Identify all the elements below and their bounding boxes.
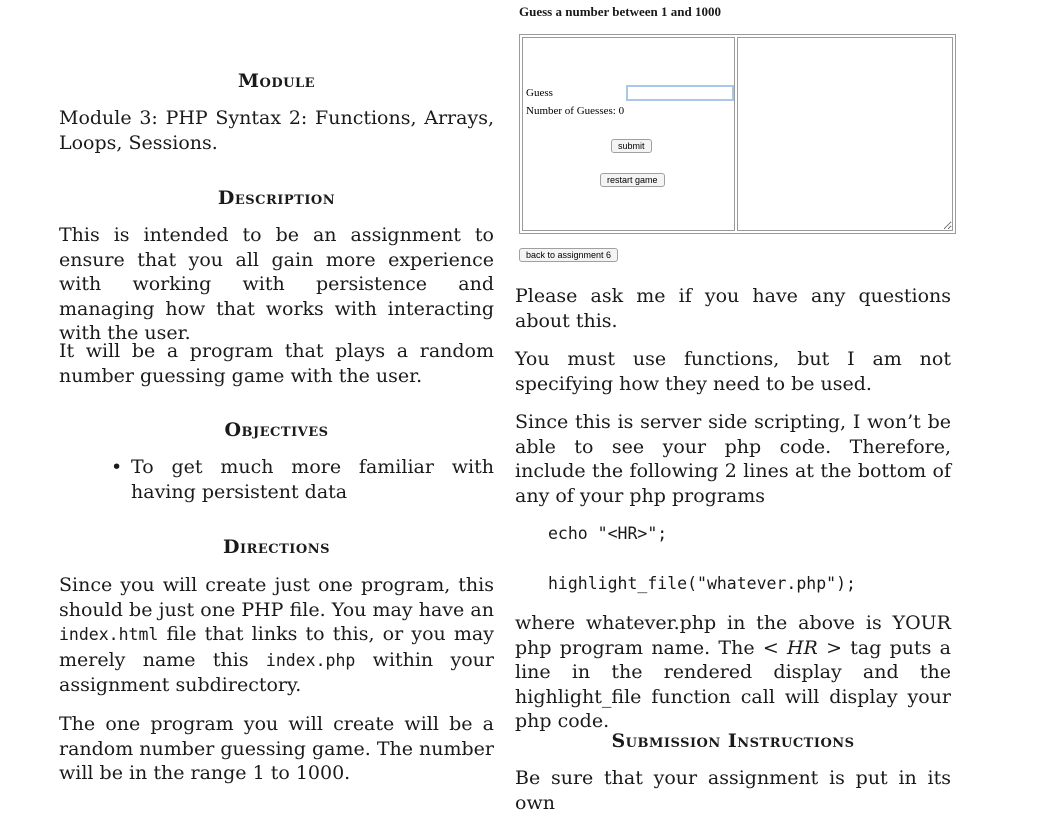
- submission-heading: Submission Instructions: [611, 730, 855, 752]
- where-text-part: tag puts a line in the rendered display and the highlight_file function call will display your php code.: [515, 636, 951, 733]
- objectives-list: [111, 455, 494, 504]
- objective-text: To get much more familiar with having persistent data: [131, 456, 494, 503]
- directions-heading: Directions: [223, 536, 330, 558]
- game-output-textarea[interactable]: [737, 37, 953, 231]
- inline-code: index.html: [59, 625, 159, 645]
- guess-input[interactable]: [626, 85, 734, 101]
- objectives-heading: Objectives: [224, 419, 329, 441]
- module-text: Module 3: PHP Syntax 2: Functions, Arrays, Loops, Sessions.: [59, 107, 494, 154]
- server-side-paragraph: Since this is server side scripting, I won’t be able to see your php code. Therefore, include the following 2 lines at the bottom of any of your php programs: [515, 411, 951, 507]
- directions-paragraph-2: The one program you will create will be a random number guessing game. The number will be in the range 1 to 1000.: [59, 713, 494, 785]
- list-item: [111, 455, 494, 504]
- bullet-icon: •: [111, 456, 123, 478]
- directions-text-part: Since you will create just one program, this should be just one PHP file. You may have an: [59, 574, 494, 621]
- hr-tag-math: < HR >: [762, 636, 843, 659]
- module-heading: Module: [237, 70, 315, 92]
- guess-label: Guess: [526, 87, 553, 99]
- back-to-assignment-button[interactable]: back to assignment 6: [519, 248, 618, 262]
- restart-game-button[interactable]: restart game: [600, 173, 665, 187]
- description-paragraph-2: It will be a program that plays a random number guessing game with the user.: [59, 340, 494, 387]
- functions-paragraph: You must use functions, but I am not specifying how they need to be used.: [515, 348, 951, 395]
- directions-text-part: within your assignment subdirectory.: [59, 648, 494, 697]
- inline-code: index.php: [265, 650, 356, 670]
- where-paragraph: [515, 611, 951, 734]
- directions-paragraph-1: [59, 573, 494, 698]
- code-line-2: highlight_file("whatever.php");: [548, 574, 856, 593]
- where-text-part: where whatever.php in the above is YOUR php program name. The: [515, 612, 951, 659]
- game-form-panel: [522, 37, 735, 231]
- number-of-guesses: Number of Guesses: 0: [526, 105, 625, 117]
- game-frame: [519, 34, 956, 234]
- game-title: Guess a number between 1 and 1000: [519, 4, 722, 19]
- code-line-1: echo "<HR>";: [548, 524, 668, 543]
- ask-paragraph: Please ask me if you have any questions about this.: [515, 285, 951, 332]
- submission-paragraph: Be sure that your assignment is put in its own: [515, 767, 951, 814]
- directions-text-part: file that links to this, or you may merely name this: [59, 623, 494, 671]
- description-paragraph-1: This is intended to be an assignment to ensure that you all gain more experience with working with persistence and managing how that works with interacting with the user.: [59, 224, 494, 345]
- submit-button[interactable]: submit: [611, 139, 652, 153]
- description-heading: Description: [217, 187, 336, 209]
